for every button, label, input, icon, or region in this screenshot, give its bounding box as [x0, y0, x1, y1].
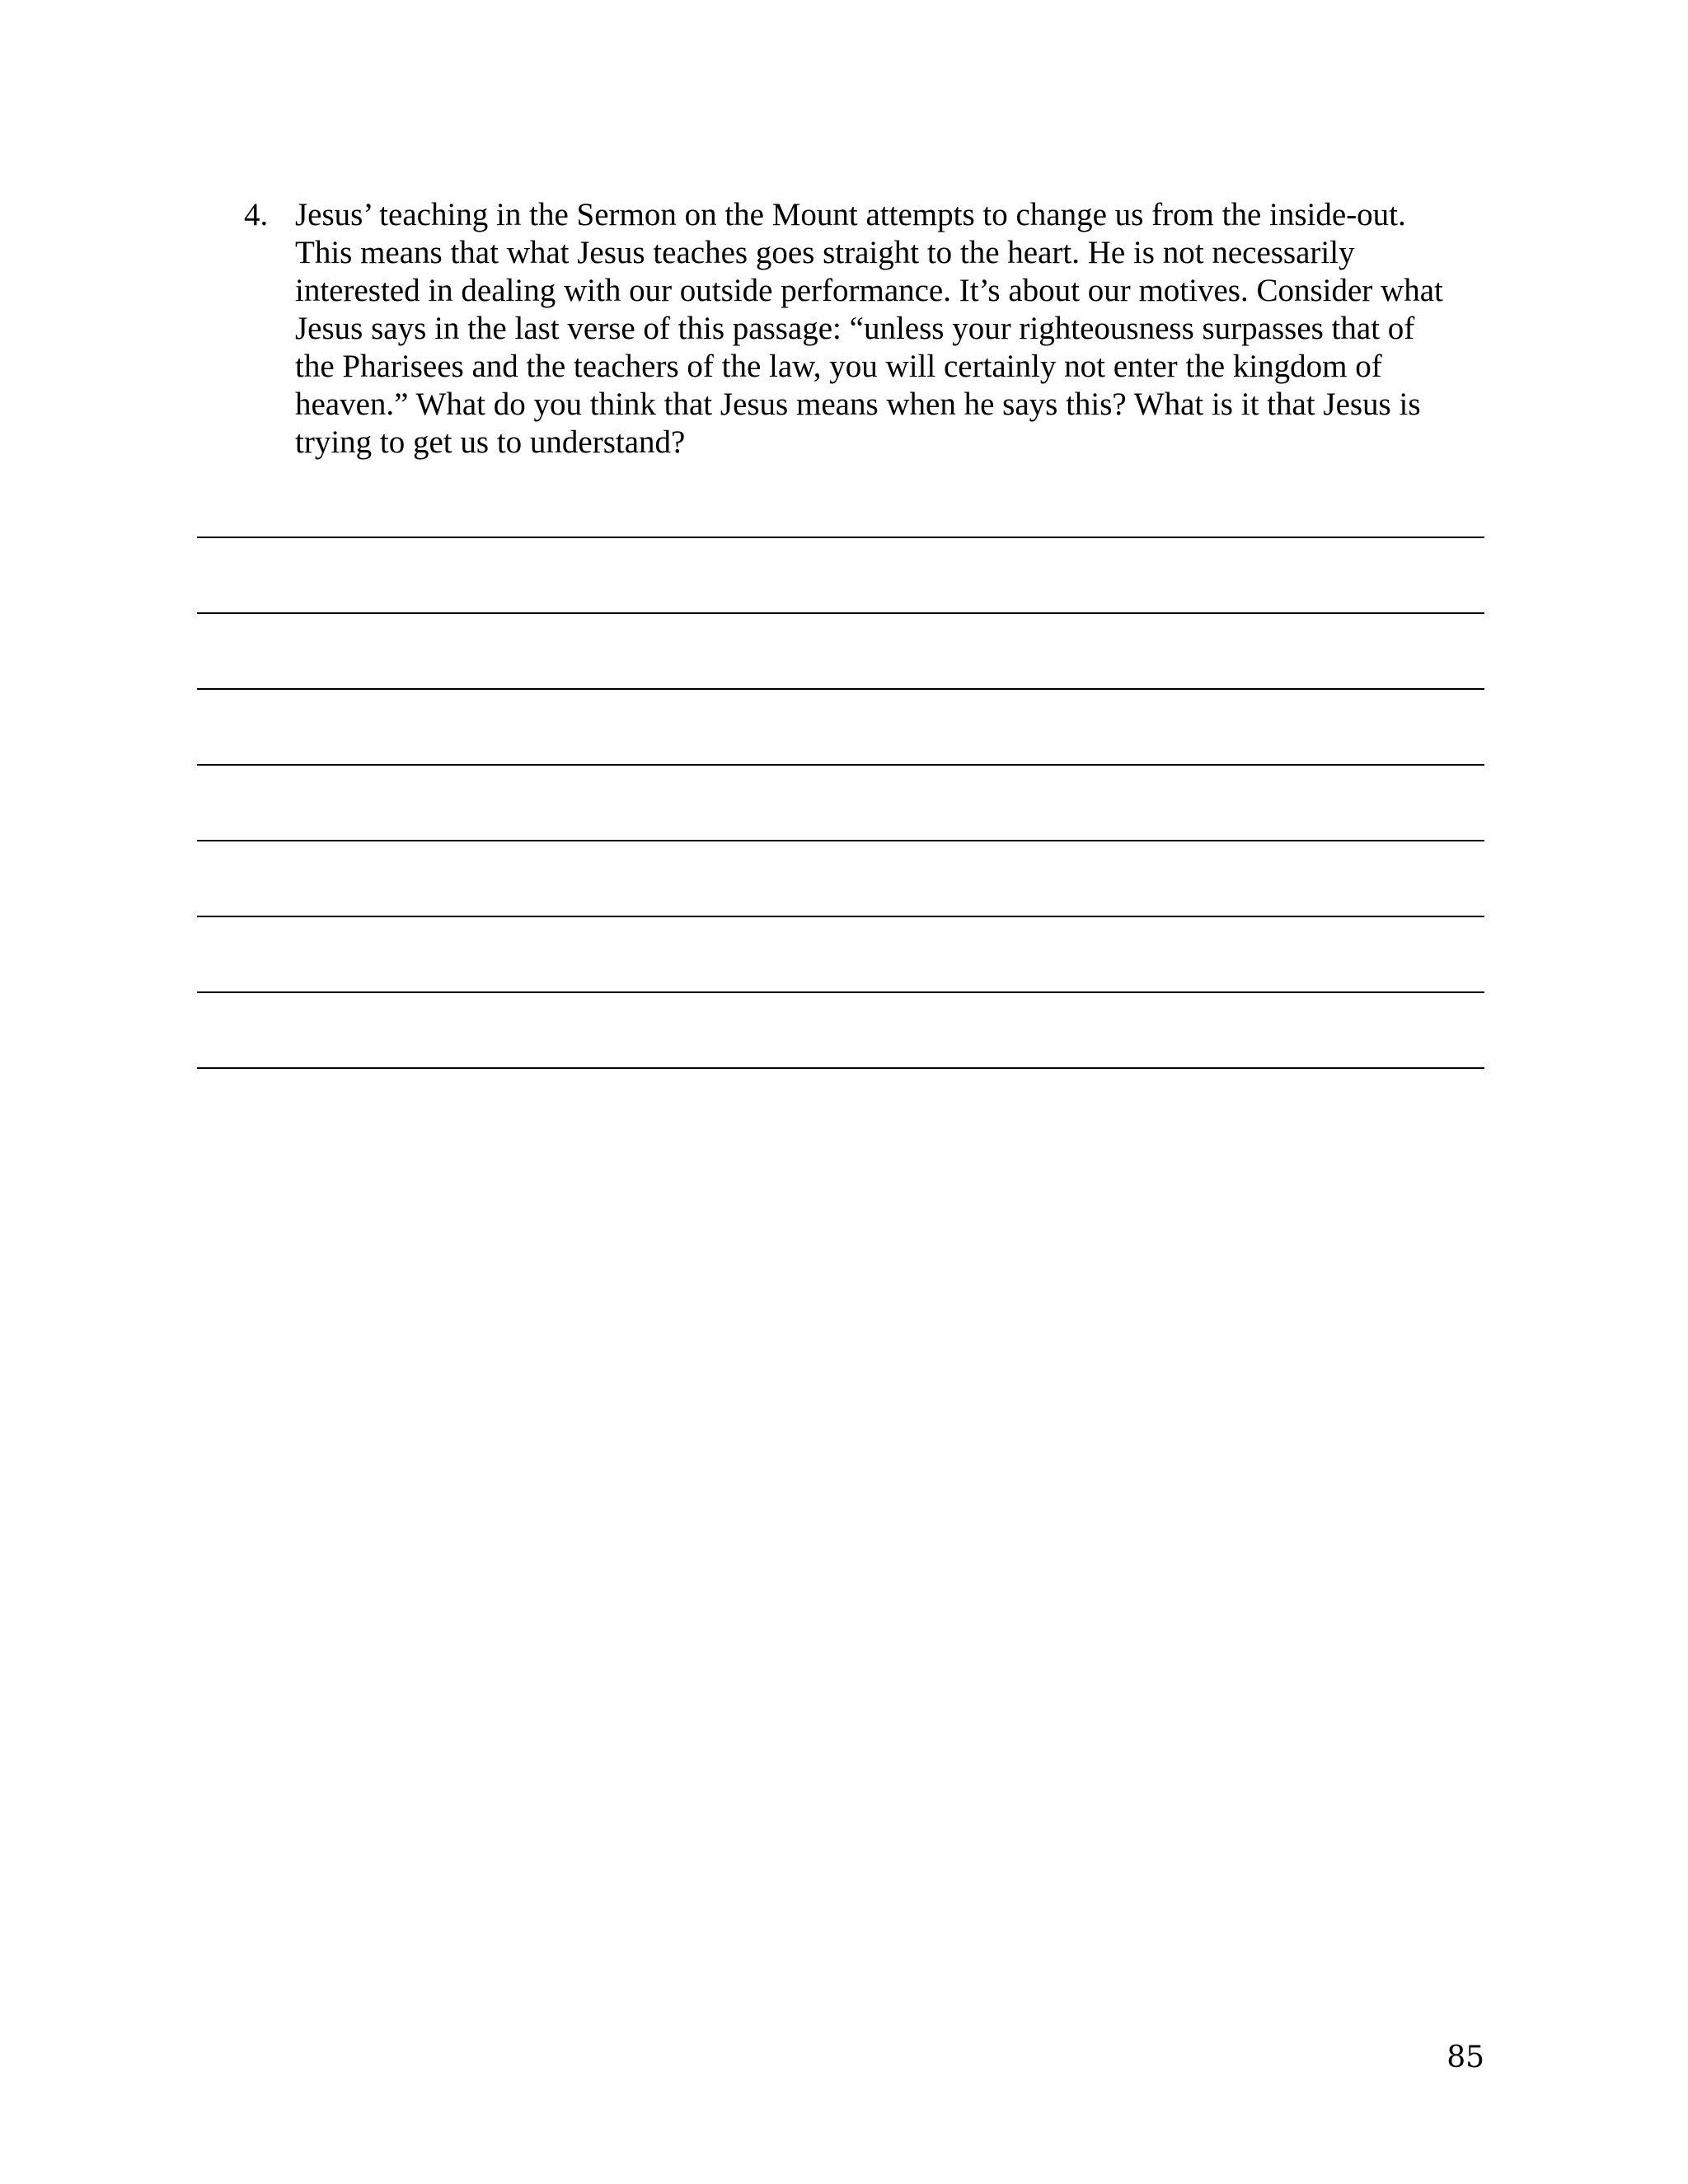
question-line: Jesus says in the last verse of this passage: “unless your righteousness surpasses that of	[295, 311, 1415, 346]
answer-line[interactable]	[197, 1067, 1484, 1069]
answer-line[interactable]	[197, 537, 1484, 538]
answer-line[interactable]	[197, 840, 1484, 841]
question-line: Jesus’ teaching in the Sermon on the Mount attempts to change us from the inside-out.	[295, 197, 1406, 232]
answer-line[interactable]	[197, 916, 1484, 917]
answer-line[interactable]	[197, 688, 1484, 690]
question-line: interested in dealing with our outside performance. It’s about our motives. Consider what	[295, 273, 1443, 308]
question-line: trying to get us to understand?	[295, 424, 686, 460]
answer-line[interactable]	[197, 764, 1484, 766]
question-line: This means that what Jesus teaches goes straight to the heart. He is not necessarily	[295, 235, 1355, 270]
question-line: the Pharisees and the teachers of the law, you will certainly not enter the kingdom of	[295, 349, 1382, 384]
question-line: heaven.” What do you think that Jesus means when he says this? What is it that Jesus is	[295, 387, 1421, 422]
page-number: 85	[1447, 2041, 1484, 2074]
question-number: 4.	[244, 197, 269, 232]
answer-line[interactable]	[197, 612, 1484, 614]
answer-lines	[197, 0, 1484, 2184]
answer-line[interactable]	[197, 991, 1484, 993]
